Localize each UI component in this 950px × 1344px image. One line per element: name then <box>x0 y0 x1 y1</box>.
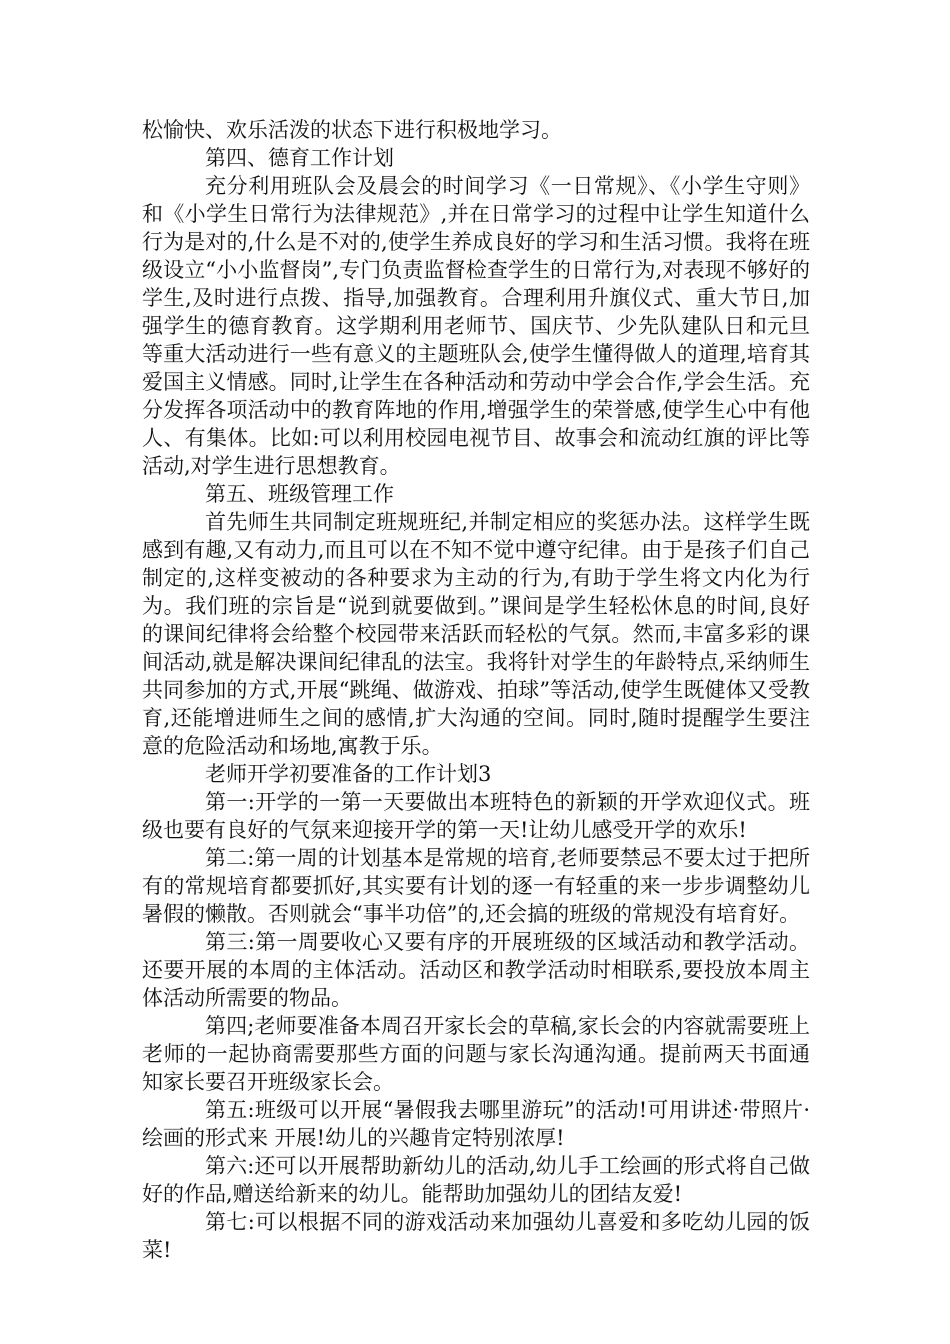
paragraph-item-7: 第七:可以根据不同的游戏活动来加强幼儿喜爱和多吃幼儿园的饭菜! <box>142 1210 810 1262</box>
paragraph-continuation: 松愉快、欢乐活泼的状态下进行积极地学习。 <box>142 118 562 142</box>
paragraph-item-3: 第三:第一周要收心又要有序的开展班级的区域活动和教学活动。还要开展的本周的主体活动。活动区和教学活动时相联系,要投放本周主体活动所需要的物品。 <box>142 930 810 1010</box>
paragraph-class-management: 首先师生共同制定班规班纪,并制定相应的奖惩办法。这样学生既感到有趣,又有动力,而且可以在不知不觉中遵守纪律。由于是孩子们自己制定的,这样变被动的各种要求为主动的行为,有助于学生将文内化为行为。我们班的宗旨是“说到就要做到。”课间是学生轻松休息的时间,良好的课间纪律将会给整个校园带来活跃而轻松的气氛。然而,丰富多彩的课间活动,就是解决课间纪律乱的法宝。我将针对学生的年龄特点,采纳师生共同参加的方式,开展“跳绳、做游戏、拍球”等活动,使学生既健体又受教育,还能增进师生之间的感情,扩大沟通的空间。同时,随时提醒学生要注意的危险活动和场地,寓教于乐。 <box>142 510 810 758</box>
paragraph-item-4: 第四;老师要准备本周召开家长会的草稿,家长会的内容就需要班上老师的一起协商需要那些方面的问题与家长沟通沟通。提前两天书面通知家长要召开班级家长会。 <box>142 1014 810 1094</box>
paragraph-moral-education: 充分利用班队会及晨会的时间学习《一日常规》、《小学生守则》和《小学生日常行为法律规范》,并在日常学习的过程中让学生知道什么行为是对的,什么是不对的,使学生养成良好的学习和生活习惯。我将在班级设立“小小监督岗”,专门负责监督检查学生的日常行为,对表现不够好的学生,及时进行点拨、指导,加强教育。合理利用升旗仪式、重大节日,加强学生的德育教育。这学期利用老师节、国庆节、少先队建队日和元旦等重大活动进行一些有意义的主题班队会,使学生懂得做人的道理,培育其爱国主义情感。同时,让学生在各种活动和劳动中学会合作,学会生活。充分发挥各项活动中的教育阵地的作用,增强学生的荣誉感,使学生心中有他人、有集体。比如:可以利用校园电视节目、故事会和流动红旗的评比等活动,对学生进行思想教育。 <box>142 174 810 478</box>
section-heading-moral-education: 第四、德育工作计划 <box>205 146 394 170</box>
paragraph-item-1: 第一:开学的一第一天要做出本班特色的新颖的开学欢迎仪式。班级也要有良好的气氛来迎接开学的第一天!让幼儿感受开学的欢乐! <box>142 790 810 842</box>
document-body <box>142 116 810 1264</box>
section-heading-class-management: 第五、班级管理工作 <box>205 482 394 506</box>
paragraph-item-5: 第五:班级可以开展“暑假我去哪里游玩”的活动!可用讲述·带照片·绘画的形式来 开展!幼儿的兴趣肯定特别浓厚! <box>142 1098 810 1150</box>
paragraph-item-2: 第二:第一周的计划基本是常规的培育,老师要禁忌不要太过于把所有的常规培育都要抓好,其实要有计划的逐一有轻重的来一步步调整幼儿暑假的懒散。否则就会“事半功倍”的,还会搞的班级的常规没有培育好。 <box>142 846 810 926</box>
section-heading-plan-3: 老师开学初要准备的工作计划3 <box>205 762 492 786</box>
paragraph-item-6: 第六:还可以开展帮助新幼儿的活动,幼儿手工绘画的形式将自己做好的作品,赠送给新来的幼儿。能帮助加强幼儿的团结友爱! <box>142 1154 810 1206</box>
